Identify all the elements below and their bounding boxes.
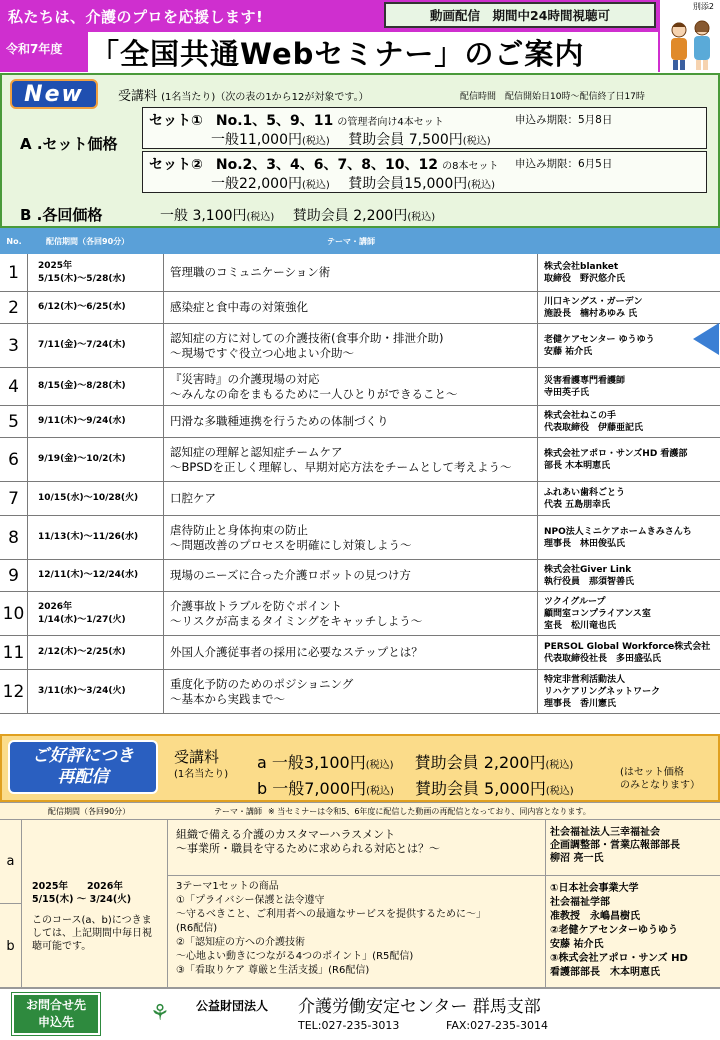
set1-box (142, 107, 707, 149)
session-speaker3: 理事長 香川憲氏 (544, 698, 617, 709)
session-row (0, 292, 720, 324)
set2-name: セット② (149, 157, 203, 173)
rerun-b-theme5: 〜心地よい動きにつながる4つのポイント」(R5配信) (176, 951, 414, 962)
session-date-cell (28, 636, 164, 669)
session-speaker (538, 368, 720, 405)
session-theme (164, 368, 538, 405)
rerun-b-sp2: 社会福祉学部 (550, 897, 610, 908)
streaming-info: 動画配信 期間中24時間視聴可 (384, 2, 656, 28)
rerun-fee (174, 750, 228, 782)
rerun-b-theme3: (R6配信) (176, 923, 218, 934)
attachment-label: 別添2 (692, 2, 714, 11)
session-theme1: 『災害時』の介護現場の対応 (170, 371, 320, 386)
rerun-a-general: a 一般3,100円 (257, 753, 366, 772)
rerun-a-theme (168, 820, 546, 876)
org-type: 公益財団法人 (196, 999, 269, 1013)
rerun-a-theme2: 〜事業所・職員を守るために求められる対応とは？〜 (176, 842, 440, 855)
session-row (0, 368, 720, 406)
session-number: 8 (0, 516, 28, 559)
session-date-cell (28, 438, 164, 481)
session-row (0, 560, 720, 592)
session-date: 6/12(木)〜6/25(水) (38, 302, 126, 312)
set2-desc: の8本セット (442, 161, 499, 172)
session-speaker (538, 592, 720, 635)
rerun-b-theme1: ①「プライバシー保護と法令遵守 (176, 895, 325, 906)
session-speaker (538, 292, 720, 323)
rerun-a-sp3: 柳沼 亮一氏 (550, 853, 604, 864)
session-theme1: 円滑な多職種連携を行うための体制づくり (170, 414, 389, 428)
rerun-label-a: a (0, 820, 22, 904)
rerun-b-speaker (546, 876, 720, 988)
set2-tax-a: (税込) (302, 180, 330, 191)
set1-member: 賛助会員 7,500円 (348, 132, 463, 148)
rerun-a-member: 賛助会員 2,200円 (414, 753, 546, 772)
rerun-b-sp5: 安藤 祐介氏 (550, 939, 604, 950)
session-theme1: 口腔ケア (170, 491, 216, 505)
session-speaker1: 株式会社アポロ・サンズHD 看護部 (544, 448, 688, 459)
session-date-cell (28, 254, 164, 291)
session-number: 7 (0, 482, 28, 515)
session-theme (164, 438, 538, 481)
session-row (0, 636, 720, 670)
rerun-th-date: 配信期間（各回90分） (48, 806, 131, 816)
rerun-date-note: このコース(a、b)につきましては、上記期間中毎日視聴可能です。 (32, 915, 152, 952)
session-speaker1: ツクイグループ (544, 596, 606, 607)
session-date: 11/13(木)〜11/26(水) (38, 532, 139, 542)
session-number: 10 (0, 592, 28, 635)
session-date: 7/11(金)〜7/24(木) (38, 340, 126, 350)
set1-desc: の管理者向け4本セット (337, 117, 444, 128)
th-date: 配信期間（各回90分） (46, 236, 130, 246)
fax-number: FAX:027-235-3014 (446, 1019, 549, 1032)
session-theme1: 虐待防止と身体拘束の防止 (170, 522, 308, 537)
fiscal-year: 令和7年度 (6, 42, 63, 56)
session-speaker1: 株式会社Giver Link (544, 564, 632, 575)
session-date-cell (28, 324, 164, 367)
session-speaker2: 理事長 林田俊弘氏 (544, 538, 626, 549)
set2-box (142, 151, 707, 193)
session-speaker1: 災害看護専門看護師 (544, 375, 626, 386)
session-number: 1 (0, 254, 28, 291)
session-speaker2: 代表取締役社長 多田盛弘氏 (544, 653, 662, 664)
caregivers-illustration-icon (664, 14, 718, 72)
rerun-a-tax1: (税込) (365, 760, 394, 771)
rerun-badge-line1: ご好評につき (32, 746, 134, 766)
session-speaker2: 代表 五島朋幸氏 (544, 499, 611, 510)
rerun-section (0, 734, 720, 802)
each-member: 賛助会員 2,200円 (292, 208, 408, 224)
each-tax-b: (税込) (407, 212, 436, 223)
set1-tax-a: (税込) (302, 136, 330, 147)
session-date: 3/11(水)〜3/24(火) (38, 686, 126, 696)
session-date: 9/11(木)〜9/24(水) (38, 416, 126, 426)
rerun-a-tax2: (税込) (545, 760, 574, 771)
session-theme2: 〜問題改善のプロセスを明確にし対策しよう〜 (170, 537, 412, 552)
session-theme1: 感染症と食中毒の対策強化 (170, 300, 308, 314)
session-speaker (538, 636, 720, 669)
rerun-b-sp7: 看護部部長 木本明恵氏 (550, 967, 660, 978)
rerun-badge-line2: 再配信 (57, 767, 109, 787)
session-theme1: 認知症の理解と認知症チームケア (170, 444, 343, 459)
session-speaker1: 川口キングス・ガーデン (544, 296, 643, 307)
session-date: 9/19(金)〜10/2(木) (38, 454, 126, 464)
rerun-date-cell (22, 820, 168, 988)
session-number: 2 (0, 292, 28, 323)
set1-items: No.1、5、9、11 (215, 113, 334, 129)
session-theme1: 認知症の方に対しての介護技術(食事介助・排泄介助) (170, 330, 444, 345)
rerun-badge (8, 740, 158, 794)
rerun-a-theme1: 組織で備える介護のカスタマーハラスメント (176, 828, 396, 841)
rerun-b-tax2: (税込) (545, 786, 574, 797)
session-date-cell (28, 670, 164, 713)
rerun-table-header (0, 802, 720, 820)
set2-items: No.2、3、4、6、7、8、10、12 (215, 157, 438, 173)
session-speaker (538, 438, 720, 481)
session-date-cell (28, 516, 164, 559)
contact-badge (12, 993, 100, 1035)
rerun-label-b: b (0, 904, 22, 988)
each-price (160, 205, 435, 225)
session-speaker (538, 560, 720, 591)
session-date: 5/15(木)〜5/28(水) (38, 273, 126, 284)
session-theme2: 〜みんなの命をまもるために一人ひとりができること〜 (170, 386, 458, 401)
session-theme1: 現場のニーズに合った介護ロボットの見つけ方 (170, 568, 411, 582)
rerun-th-theme: テーマ・講師 (214, 806, 262, 816)
fee-note: (1名当たり)（次の表の1から12が対象です。） (161, 92, 369, 103)
session-row (0, 254, 720, 292)
session-number: 5 (0, 406, 28, 437)
rerun-table (0, 820, 720, 988)
session-date-cell (28, 482, 164, 515)
session-table (0, 254, 720, 714)
session-speaker (538, 670, 720, 713)
session-speaker2: 取締役 野沢悠介氏 (544, 273, 626, 284)
session-date-cell (28, 368, 164, 405)
rerun-b-sp1: ①日本社会事業大学 (550, 883, 639, 894)
rerun-b-theme4: ②「認知症の方への介護技術 (176, 937, 305, 948)
rerun-b-member: 賛助会員 5,000円 (414, 779, 546, 798)
session-date: 12/11(木)〜12/24(水) (38, 570, 139, 580)
rerun-th-note: ※ 当セミナーは令和5、6年度に配信した動画の再配信となっており、同内容となります。 (268, 806, 591, 816)
rerun-a-speaker (546, 820, 720, 876)
rerun-b-general: b 一般7,000円 (257, 779, 367, 798)
session-table-header (0, 228, 720, 254)
session-theme (164, 324, 538, 367)
rerun-price-b (257, 776, 574, 799)
rerun-fee-label: 受講料 (174, 748, 220, 766)
session-theme (164, 670, 538, 713)
session-date-cell (28, 560, 164, 591)
session-row (0, 516, 720, 560)
set-price-label: A .セット価格 (20, 135, 118, 153)
session-speaker2: 安藤 祐介氏 (544, 346, 593, 357)
session-date-cell (28, 292, 164, 323)
session-speaker1: 株式会社ねこの手 (544, 410, 617, 421)
session-number: 11 (0, 636, 28, 669)
session-speaker2: リハケアリングネットワーク (544, 686, 661, 697)
footer (0, 988, 720, 1040)
session-number: 6 (0, 438, 28, 481)
session-speaker2: 執行役員 那須智善氏 (544, 576, 635, 587)
session-speaker2: 顧問室コンプライアンス室 (544, 608, 651, 619)
set1-general: 一般11,000円 (211, 132, 302, 148)
session-speaker2: 代表取締役 伊藤亜記氏 (544, 422, 644, 433)
session-theme1: 外国人介護従事者の採用に必要なステップとは？ (170, 645, 423, 659)
set1-name: セット① (149, 113, 203, 129)
set2-tax-b: (税込) (467, 180, 496, 191)
session-date: 8/15(金)〜8/28(木) (38, 381, 126, 391)
session-theme (164, 292, 538, 323)
session-speaker (538, 516, 720, 559)
session-date: 2/12(木)〜2/25(水) (38, 647, 126, 657)
rerun-b-theme0: 3テーマ1セットの商品 (176, 881, 279, 892)
rerun-note2: のみとなります） (620, 780, 700, 791)
session-speaker (538, 406, 720, 437)
session-theme (164, 254, 538, 291)
session-theme (164, 482, 538, 515)
each-general: 一般 3,100円 (160, 208, 247, 224)
rerun-fee-note: (1名当たり) (174, 769, 229, 780)
session-speaker2: 部長 木本明恵氏 (544, 460, 611, 471)
session-speaker3: 室長 松川竜也氏 (544, 620, 617, 631)
rerun-set-note (620, 766, 700, 792)
session-theme (164, 560, 538, 591)
session-year: 2025年 (38, 260, 73, 271)
session-number: 3 (0, 324, 28, 367)
session-speaker1: ふれあい歯科ごとう (544, 487, 626, 498)
foundation-logo-icon: ⚘ (150, 1001, 170, 1026)
rerun-b-theme6: ③「看取りケア 尊厳と生活支援」(R6配信) (176, 965, 370, 976)
session-row (0, 592, 720, 636)
session-date-cell (28, 406, 164, 437)
session-speaker1: 特定非営利活動法人 (544, 674, 626, 685)
rerun-a-sp2: 企画調整部・営業広報部部長 (550, 840, 680, 851)
tel-number: TEL:027-235-3013 (298, 1019, 400, 1032)
rerun-date-years: 2025年 2026年 (32, 881, 123, 892)
contact-line1: お問合せ先 (25, 998, 86, 1012)
session-date-cell (28, 592, 164, 635)
rerun-note1: (はセット価格 (620, 767, 684, 778)
session-row (0, 324, 720, 368)
rerun-a-sp1: 社会福祉法人三幸福祉会 (550, 827, 660, 838)
session-row (0, 406, 720, 438)
session-date: 10/15(水)〜10/28(火) (38, 493, 139, 503)
rerun-price-a (257, 750, 573, 773)
rerun-b-sp3: 准教授 永嶋昌樹氏 (550, 911, 640, 922)
session-theme2: 〜現場ですぐ役立つ心地よい介助〜 (170, 345, 354, 360)
session-theme (164, 516, 538, 559)
session-number: 9 (0, 560, 28, 591)
session-speaker1: PERSOL Global Workforce株式会社 (544, 641, 711, 652)
new-section (0, 73, 720, 228)
session-date: 1/14(水)〜1/27(火) (38, 614, 126, 625)
set1-tax-b: (税込) (462, 136, 491, 147)
session-theme2: 〜BPSDを正しく理解し、早期対応方法をチームとして考えよう〜 (170, 459, 512, 474)
fee-line (118, 85, 369, 104)
session-speaker (538, 482, 720, 515)
center-name: 介護労働安定センター 群馬支部 (298, 997, 541, 1017)
session-theme1: 管理職のコミュニケーション術 (170, 265, 331, 279)
rerun-b-theme (168, 876, 546, 988)
set2-general: 一般22,000円 (211, 176, 302, 192)
session-theme2: 〜基本から実践まで〜 (170, 691, 285, 706)
page-title: 「全国共通Webセミナー」のご案内 (88, 32, 658, 72)
session-theme1: 介護事故トラブルを防ぐポイント (170, 598, 343, 613)
session-theme (164, 406, 538, 437)
set1-deadline: 申込み期限：5月8日 (515, 114, 613, 126)
rerun-date-range: 5/15(木) 〜 3/24(火) (32, 894, 132, 905)
session-number: 4 (0, 368, 28, 405)
schedule-note: 配信時間 配信開始日10時〜配信終了日17時 (460, 92, 645, 102)
header-banner (0, 0, 660, 72)
each-tax-a: (税込) (246, 212, 275, 223)
session-speaker1: 株式会社blanket (544, 261, 619, 272)
fee-label: 受講料 (118, 89, 158, 104)
session-theme (164, 592, 538, 635)
session-speaker1: 老健ケアセンター ゆうゆう (544, 334, 655, 345)
session-year: 2026年 (38, 601, 73, 612)
th-theme: テーマ・講師 (327, 236, 375, 246)
session-theme1: 重度化予防のためのポジショニング (170, 676, 354, 691)
set2-member: 賛助会員15,000円 (348, 176, 468, 192)
arrow-marker-icon (693, 323, 719, 355)
session-speaker1: NPO法人ミニケアホームきみさんち (544, 526, 692, 537)
new-badge: New (10, 79, 98, 109)
session-theme (164, 636, 538, 669)
th-no: No. (6, 236, 22, 246)
session-theme2: 〜リスクが高まるタイミングをキャッチしよう〜 (170, 613, 423, 628)
rerun-b-tax1: (税込) (366, 786, 394, 797)
rerun-b-sp4: ②老健ケアセンターゆうゆう (550, 925, 678, 936)
session-number: 12 (0, 670, 28, 713)
each-price-label: B .各回価格 (20, 206, 103, 224)
session-speaker2: 寺田英子氏 (544, 387, 590, 398)
session-row (0, 670, 720, 714)
session-row (0, 482, 720, 516)
rerun-b-sp6: ③株式会社アポロ・サンズ HD (550, 953, 688, 964)
contact-line2: 申込先 (37, 1015, 74, 1029)
session-speaker2: 施設長 楠村あゆみ 氏 (544, 308, 638, 319)
slogan: 私たちは、介護のプロを応援します! (8, 8, 264, 26)
session-row (0, 438, 720, 482)
session-speaker (538, 254, 720, 291)
set2-deadline: 申込み期限：6月5日 (515, 158, 613, 170)
rerun-b-theme2: 〜守るべきこと、ご利用者への最適なサービスを提供するために〜」 (176, 909, 486, 920)
